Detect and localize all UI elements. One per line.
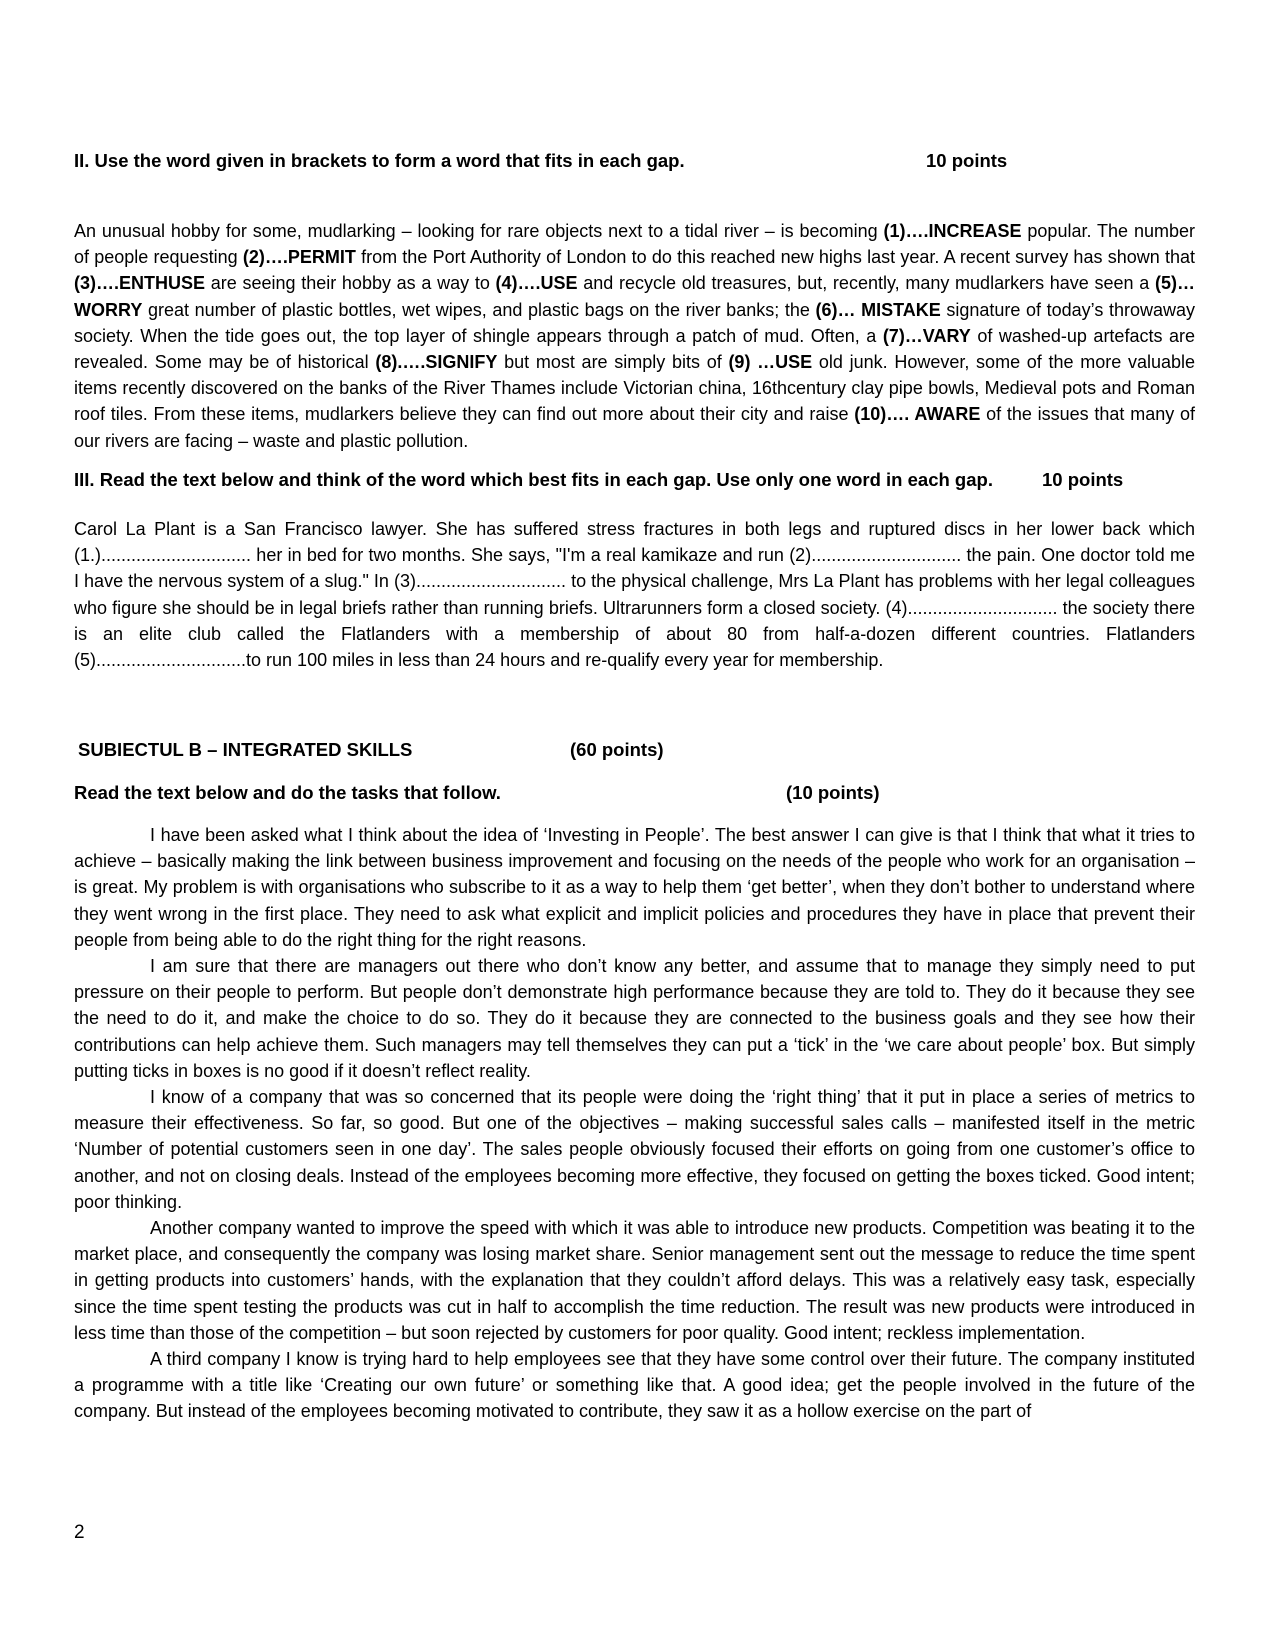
- reading-paragraph: I know of a company that was so concerned that its people were doing the ‘right thing’ that it put in place a series of metrics to measure their effectiveness. So far, so good. But one of the objectives – making successful sales calls – manifested itself in the metric ‘Number of potential customers seen in one day’. The sales people obviously focused their efforts on going from one customer’s office to another, and not on closing deals. Instead of the employees becoming more effective, they focused on getting the boxes ticked. Good intent; poor thinking.: [74, 1087, 1195, 1212]
- gap-1: (1)….INCREASE: [883, 221, 1022, 241]
- gap-9: (9) …USE: [728, 352, 813, 373]
- gap-8: (8).….SIGNIFY: [375, 352, 498, 373]
- reading-text: [74, 822, 1195, 1425]
- reading-header: [74, 782, 1145, 804]
- reading-paragraph: Another company wanted to improve the speed with which it was able to introduce new products. Competition was beating it to the market place, and consequently the company was losing market share. Senior management sent out the message to reduce the time spent in getting products into customers’ hands, with the explanation that they couldn’t afford delays. This was a relatively easy task, especially since the time spent testing the products was cut in half to accomplish the time reduction. The result was new products were introduced in less time than those of the competition – but soon rejected by customers for poor quality. Good intent; reckless implementation.: [74, 1218, 1195, 1343]
- gap-2: (2)….PERMIT: [242, 247, 356, 268]
- section-3-heading: III. Read the text below and think of the word which best fits in each gap. Use only one word in each gap.: [74, 469, 993, 490]
- reading-paragraph: A third company I know is trying hard to help employees see that they have some control over their future. The company instituted a programme with a title like ‘Creating our own future’ or something like that. A good idea; get the people involved in the future of the company. But instead of the employees becoming motivated to contribute, they saw it as a hollow exercise on the part of: [74, 1349, 1195, 1422]
- subiect-b-points: (60 points): [570, 739, 664, 760]
- section-2-paragraph: An unusual hobby for some, mudlarking – looking for rare objects next to a tidal river – is becoming (1)….INCREASE popular. The number of people requesting (2)….PERMIT from the Port Authority of London to do this reached new highs last year. A recent survey has shown that (3)….ENTHUSE are seeing their hobby as a way to (4)….USE and recycle old treasures, but, recently, many mudlarkers have seen a (5)…WORRY great number of plastic bottles, wet wipes, and plastic bags on the river banks; the (6)… MISTAKE signature of today’s throwaway society. When the tide goes out, the top layer of shingle appears through a patch of mud. Often, a (7)…VARY of washed-up artefacts are revealed. Some may be of historical (8).….SIGNIFY but most are simply bits of (9) …USE old junk. However, some of the more valuable items recently discovered on the banks of the River Thames include Victorian china, 16thcentury clay pipe bowls, Medieval pots and Roman roof tiles. From these items, mudlarkers believe they can find out more about their city and raise (10)…. AWARE of the issues that many of our rivers are facing – waste and plastic pollution.: [74, 221, 1196, 451]
- section-2-text: [74, 218, 1195, 454]
- subiect-b-title: SUBIECTUL B – INTEGRATED SKILLS: [78, 739, 413, 760]
- gap-5: (5)…WORRY: [74, 273, 1195, 320]
- section-2-heading: II. Use the word given in brackets to form a word that fits in each gap.: [74, 150, 685, 171]
- gap-10: (10)…. AWARE: [854, 404, 981, 425]
- subiect-b-header: [78, 739, 1145, 761]
- reading-instruction: Read the text below and do the tasks that follow.: [74, 782, 501, 803]
- reading-paragraph: I am sure that there are managers out there who don’t know any better, and assume that to manage they simply need to put pressure on their people to perform. But people don’t demonstrate high performance because they are told to. They do it because they see the need to do it, and make the choice to do so. They do it because they are connected to the business goals and they see how their contributions can help achieve them. Such managers may tell themselves they can put a ‘tick’ in the ‘we care about people’ box. But simply putting ticks in boxes is no good if it doesn’t reflect reality.: [74, 956, 1195, 1081]
- section-3-points: 10 points: [1042, 469, 1124, 490]
- section-3-header: [74, 469, 1145, 491]
- section-3-text: [74, 516, 1195, 673]
- gap-3: (3)….ENTHUSE: [74, 273, 206, 294]
- section-3-paragraph: Carol La Plant is a San Francisco lawyer. She has suffered stress fractures in both legs and ruptured discs in her lower back which (1.).............................. her in bed for two months. She says, "I'm a real kamikaze and run (2).............................. the pain. One doctor told me I have the nervous system of a slug." In (3).............................. to the physical challenge, Mrs La Plant has problems with her legal colleagues who figure she should be in legal briefs rather than running briefs. Ultrarunners form a closed society. (4).............................. the society there is an elite club called the Flatlanders with a membership of about 80 from half-a-dozen different countries. Flatlanders (5)..............................to run 100 miles in less than 24 hours and re-qualify every year for membership.: [74, 519, 1195, 671]
- reading-points: (10 points): [786, 782, 880, 803]
- page-number: 2: [74, 1522, 85, 1543]
- section-2-points: 10 points: [926, 150, 1008, 171]
- reading-paragraph: I have been asked what I think about the idea of ‘Investing in People’. The best answer I can give is that I think that what it tries to achieve – basically making the link between business improvement and focusing on the needs of the people who work for an organisation – is great. My problem is with organisations who subscribe to it as a way to help them ‘get better’, when they don’t bother to understand where they went wrong in the first place. They need to ask what explicit and implicit policies and procedures they have in place that prevent their people from being able to do the right thing for the right reasons.: [74, 825, 1195, 950]
- gap-6: (6)… MISTAKE: [815, 299, 941, 320]
- gap-7: (7)…VARY: [882, 325, 971, 346]
- gap-4: (4)….USE: [495, 273, 578, 294]
- section-2-header: [74, 150, 1145, 172]
